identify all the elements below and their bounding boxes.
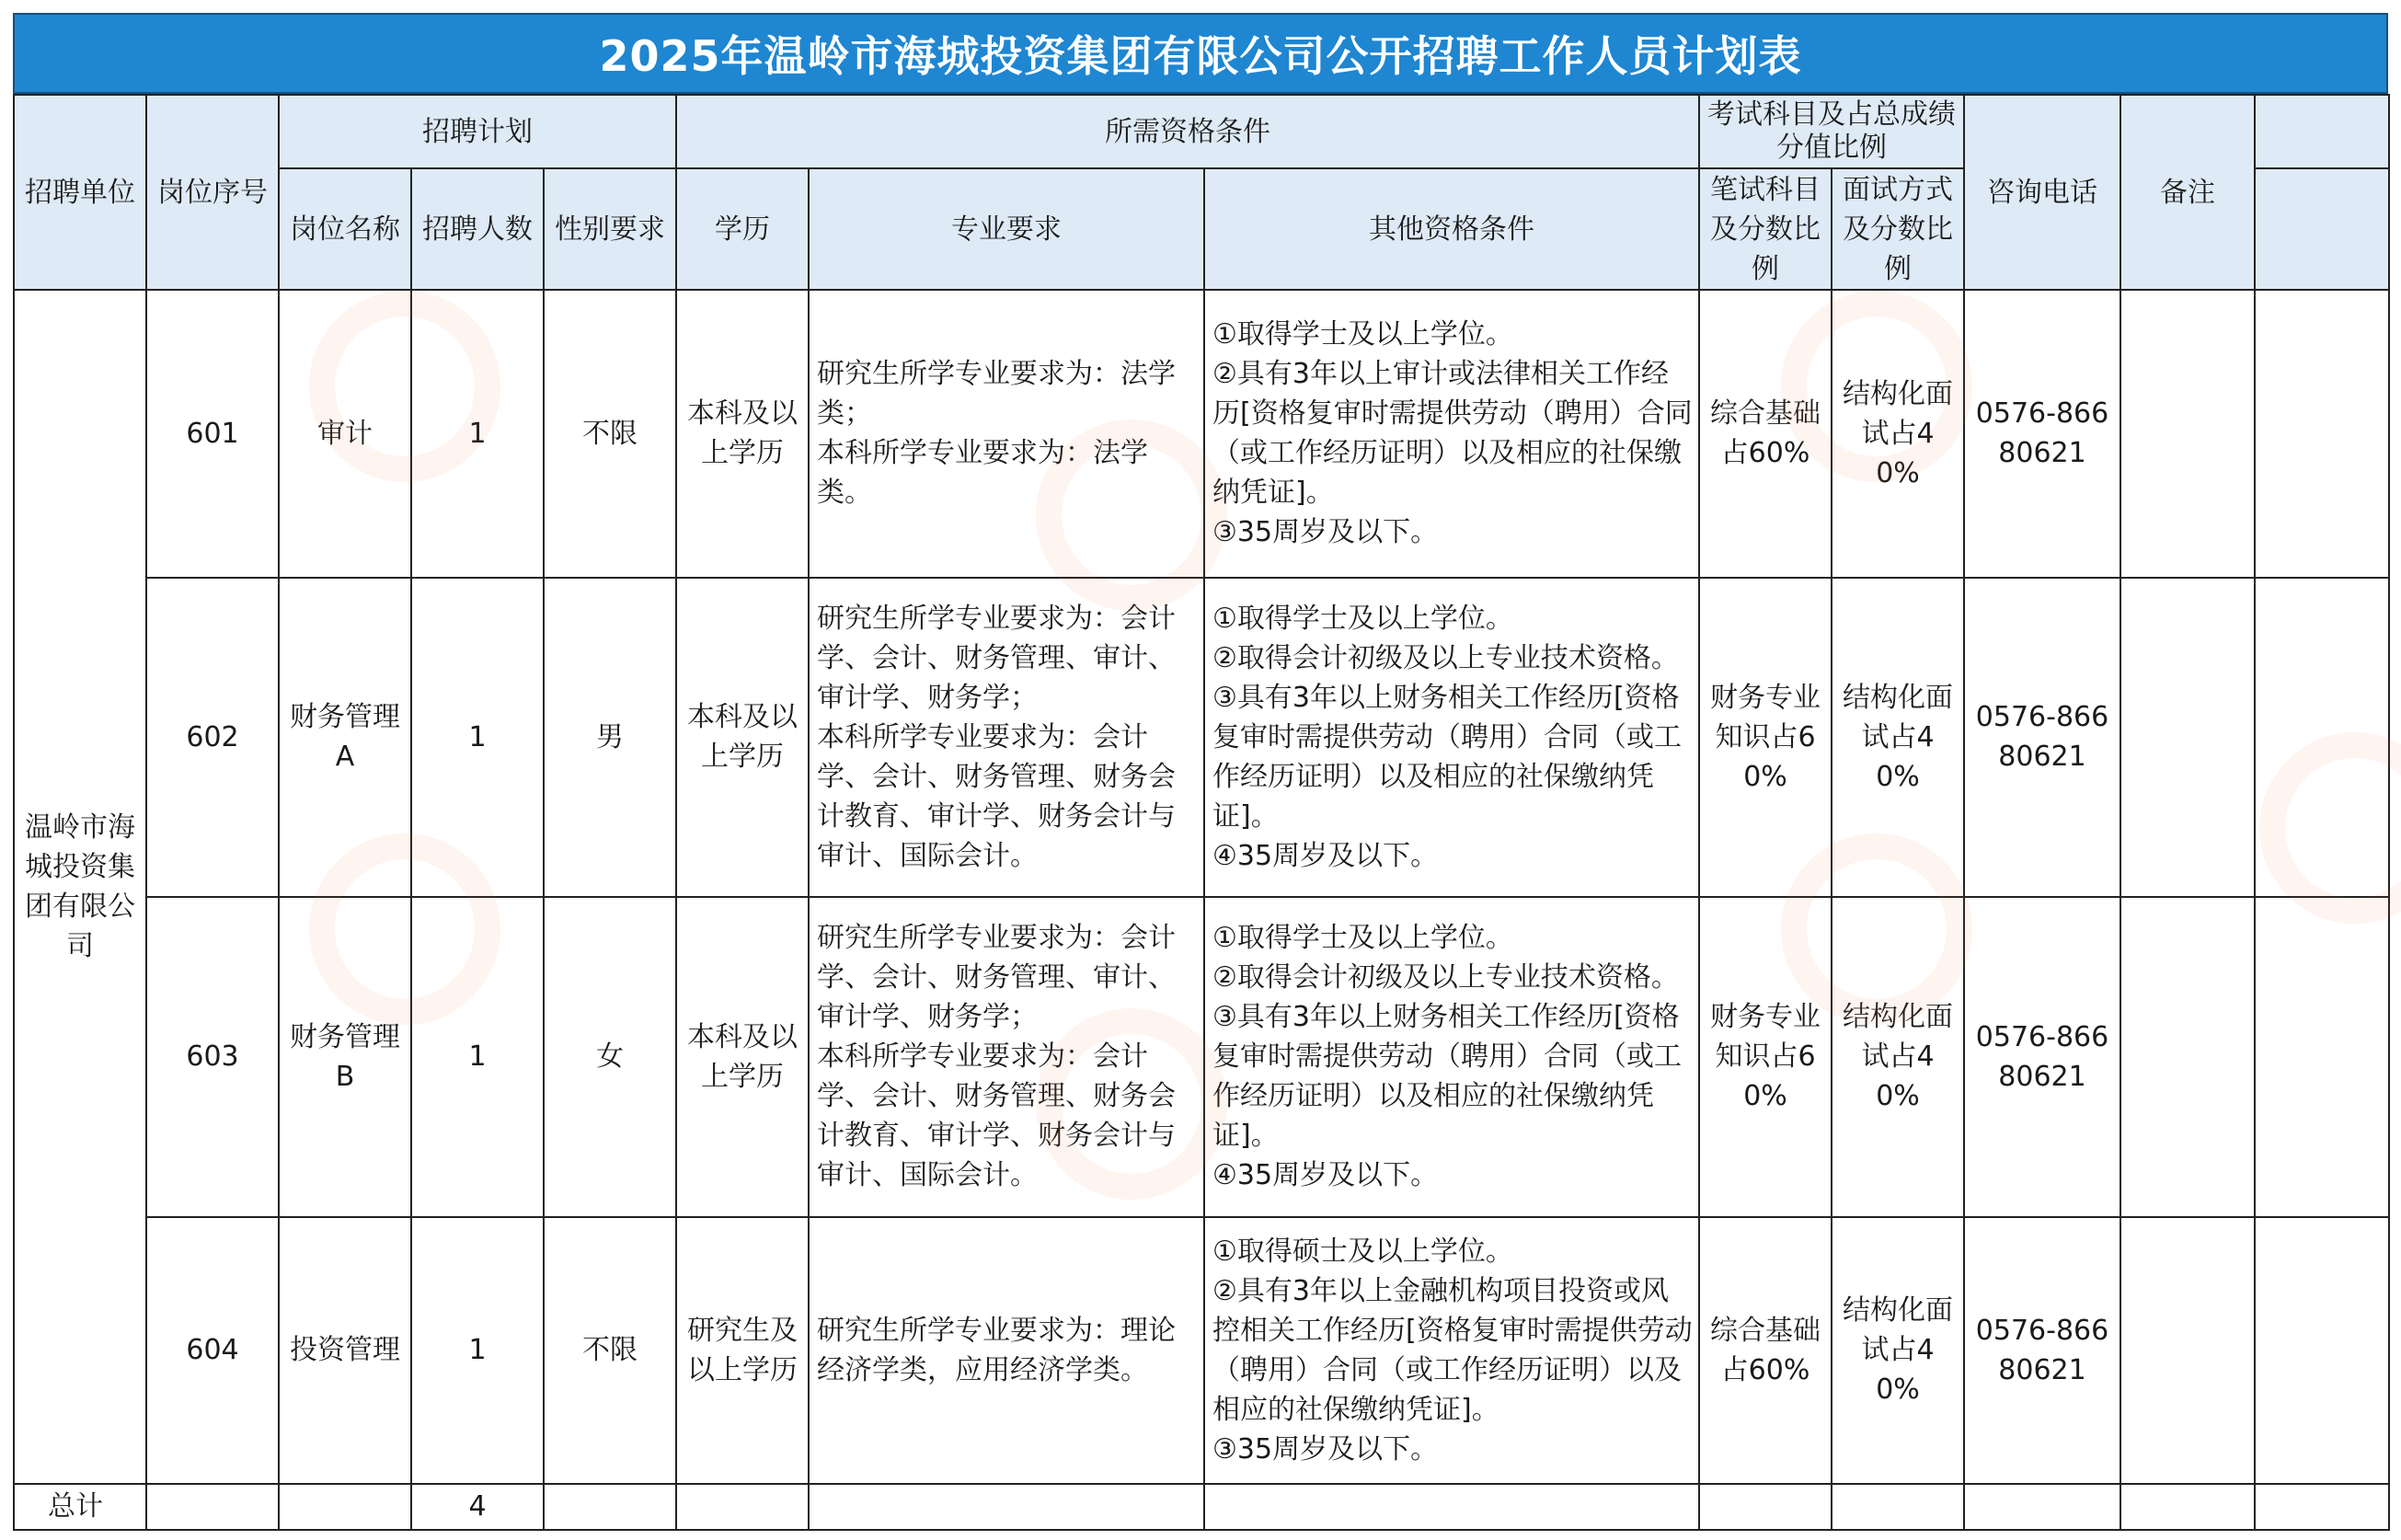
major-cell: [809, 290, 1204, 577]
blank-cell: [2255, 1217, 2389, 1484]
post-name-cell: 财务管理A: [279, 578, 411, 897]
blank-cell: [1964, 1484, 2120, 1530]
other-cell: [1204, 1217, 1699, 1484]
total-count: 4: [411, 1484, 544, 1530]
table-row: [14, 897, 2389, 1216]
header-remark: 备注: [2120, 95, 2255, 290]
other-cell: [1204, 290, 1699, 577]
header-exam-group: 考试科目及占总成绩分值比例: [1699, 95, 1964, 168]
other-line: ①取得学士及以上学位。: [1212, 318, 1513, 351]
other-line: ②具有3年以上审计或法律相关工作经历[资格复审时需提供劳动（聘用）合同（或工作经历证明）以及相应的社保缴纳凭证]。: [1212, 358, 1693, 510]
other-line: ④35周岁及以下。: [1212, 839, 1439, 872]
major-line: 本科所学专业要求为：会计学、会计、财务管理、财务会计教育、审计学、财务会计与审计、国际会计。: [817, 720, 1176, 872]
other-line: ②取得会计初级及以上专业技术资格。: [1212, 961, 1679, 994]
total-row: [14, 1484, 2389, 1530]
other-line: ③35周岁及以下。: [1212, 1432, 1439, 1465]
recruitment-plan-table: [13, 94, 2390, 1531]
major-cell: [809, 578, 1204, 897]
post-name-cell: 审计: [279, 290, 411, 577]
other-line: ②取得会计初级及以上专业技术资格。: [1212, 641, 1679, 674]
interview-cell: 结构化面试占40%: [1832, 578, 1964, 897]
education-cell: 本科及以上学历: [676, 897, 809, 1216]
remark-cell: [2120, 290, 2255, 577]
post-no-cell: 602: [146, 578, 279, 897]
education-cell: 本科及以上学历: [676, 578, 809, 897]
remark-cell: [2120, 1217, 2255, 1484]
phone-cell: 0576-86680621: [1964, 578, 2120, 897]
remark-cell: [2120, 578, 2255, 897]
other-cell: [1204, 897, 1699, 1216]
recruitment-plan-sheet: [13, 94, 2388, 1531]
phone-cell: 0576-86680621: [1964, 897, 2120, 1216]
blank-cell: [1699, 1484, 1832, 1530]
gender-cell: 不限: [544, 290, 676, 577]
post-no-cell: 603: [146, 897, 279, 1216]
count-cell: 1: [411, 578, 544, 897]
blank-cell: [279, 1484, 411, 1530]
other-line: ③具有3年以上财务相关工作经历[资格复审时需提供劳动（聘用）合同（或工作经历证明）以及相应的社保缴纳凭证]。: [1212, 681, 1682, 833]
table-row: [14, 290, 2389, 577]
written-cell: 综合基础占60%: [1699, 290, 1832, 577]
major-cell: [809, 897, 1204, 1216]
header-plan-group: 招聘计划: [279, 95, 676, 168]
post-name-cell: 财务管理B: [279, 897, 411, 1216]
blank-cell: [544, 1484, 676, 1530]
count-cell: 1: [411, 1217, 544, 1484]
blank-cell: [1832, 1484, 1964, 1530]
unit-name-cell: 温岭市海城投资集团有限公司: [14, 290, 146, 1484]
major-line: 研究生所学专业要求为：法学类；: [817, 358, 1176, 431]
header-blank-cell: [2255, 95, 2389, 168]
blank-cell: [2255, 290, 2389, 577]
blank-cell: [2255, 1484, 2389, 1530]
other-line: ③具有3年以上财务相关工作经历[资格复审时需提供劳动（聘用）合同（或工作经历证明）以及相应的社保缴纳凭证]。: [1212, 1001, 1682, 1153]
written-cell: 财务专业知识占60%: [1699, 897, 1832, 1216]
header-major: 专业要求: [809, 168, 1204, 290]
education-cell: 本科及以上学历: [676, 290, 809, 577]
count-cell: 1: [411, 897, 544, 1216]
blank-cell: [146, 1484, 279, 1530]
education-cell: 研究生及以上学历: [676, 1217, 809, 1484]
header-other: 其他资格条件: [1204, 168, 1699, 290]
written-cell: 财务专业知识占60%: [1699, 578, 1832, 897]
written-cell: 综合基础占60%: [1699, 1217, 1832, 1484]
other-line: ③35周岁及以下。: [1212, 516, 1439, 549]
blank-cell: [676, 1484, 809, 1530]
header-post-name: 岗位名称: [279, 168, 411, 290]
header-blank-cell: [2255, 168, 2389, 290]
header-written: 笔试科目及分数比例: [1699, 168, 1832, 290]
interview-cell: 结构化面试占40%: [1832, 897, 1964, 1216]
count-cell: 1: [411, 290, 544, 577]
header-count: 招聘人数: [411, 168, 544, 290]
blank-cell: [2255, 578, 2389, 897]
total-label: 总计: [14, 1484, 146, 1530]
gender-cell: 女: [544, 897, 676, 1216]
blank-cell: [809, 1484, 1204, 1530]
header-education: 学历: [676, 168, 809, 290]
other-line: ①取得学士及以上学位。: [1212, 922, 1513, 955]
header-interview: 面试方式及分数比例: [1832, 168, 1964, 290]
major-cell: [809, 1217, 1204, 1484]
major-line: 本科所学专业要求为：法学类。: [817, 437, 1148, 510]
blank-cell: [2120, 1484, 2255, 1530]
major-line: 研究生所学专业要求为：会计学、会计、财务管理、审计、审计学、财务学；: [817, 602, 1176, 714]
post-name-cell: 投资管理: [279, 1217, 411, 1484]
post-no-cell: 604: [146, 1217, 279, 1484]
page-title: 2025年温岭市海城投资集团有限公司公开招聘工作人员计划表: [13, 13, 2388, 94]
header-post-no: 岗位序号: [146, 95, 279, 290]
other-line: ①取得学士及以上学位。: [1212, 602, 1513, 635]
gender-cell: 男: [544, 578, 676, 897]
blank-cell: [1204, 1484, 1699, 1530]
table-row: [14, 1217, 2389, 1484]
other-line: ①取得硕士及以上学位。: [1212, 1235, 1513, 1268]
interview-cell: 结构化面试占40%: [1832, 290, 1964, 577]
header-phone: 咨询电话: [1964, 95, 2120, 290]
other-cell: [1204, 578, 1699, 897]
header-qualification-group: 所需资格条件: [676, 95, 1699, 168]
interview-cell: 结构化面试占40%: [1832, 1217, 1964, 1484]
post-no-cell: 601: [146, 290, 279, 577]
phone-cell: 0576-86680621: [1964, 1217, 2120, 1484]
header-unit: 招聘单位: [14, 95, 146, 290]
other-line: ②具有3年以上金融机构项目投资或风控相关工作经历[资格复审时需提供劳动（聘用）合同（或工作经历证明）以及相应的社保缴纳凭证]。: [1212, 1274, 1693, 1426]
gender-cell: 不限: [544, 1217, 676, 1484]
table-row: [14, 578, 2389, 897]
other-line: ④35周岁及以下。: [1212, 1159, 1439, 1192]
major-line: 研究生所学专业要求为：理论经济学类，应用经济学类。: [817, 1314, 1176, 1386]
phone-cell: 0576-86680621: [1964, 290, 2120, 577]
major-line: 本科所学专业要求为：会计学、会计、财务管理、财务会计教育、审计学、财务会计与审计、国际会计。: [817, 1040, 1176, 1192]
major-line: 研究生所学专业要求为：会计学、会计、财务管理、审计、审计学、财务学；: [817, 922, 1176, 1034]
blank-cell: [2255, 897, 2389, 1216]
header-gender: 性别要求: [544, 168, 676, 290]
remark-cell: [2120, 897, 2255, 1216]
